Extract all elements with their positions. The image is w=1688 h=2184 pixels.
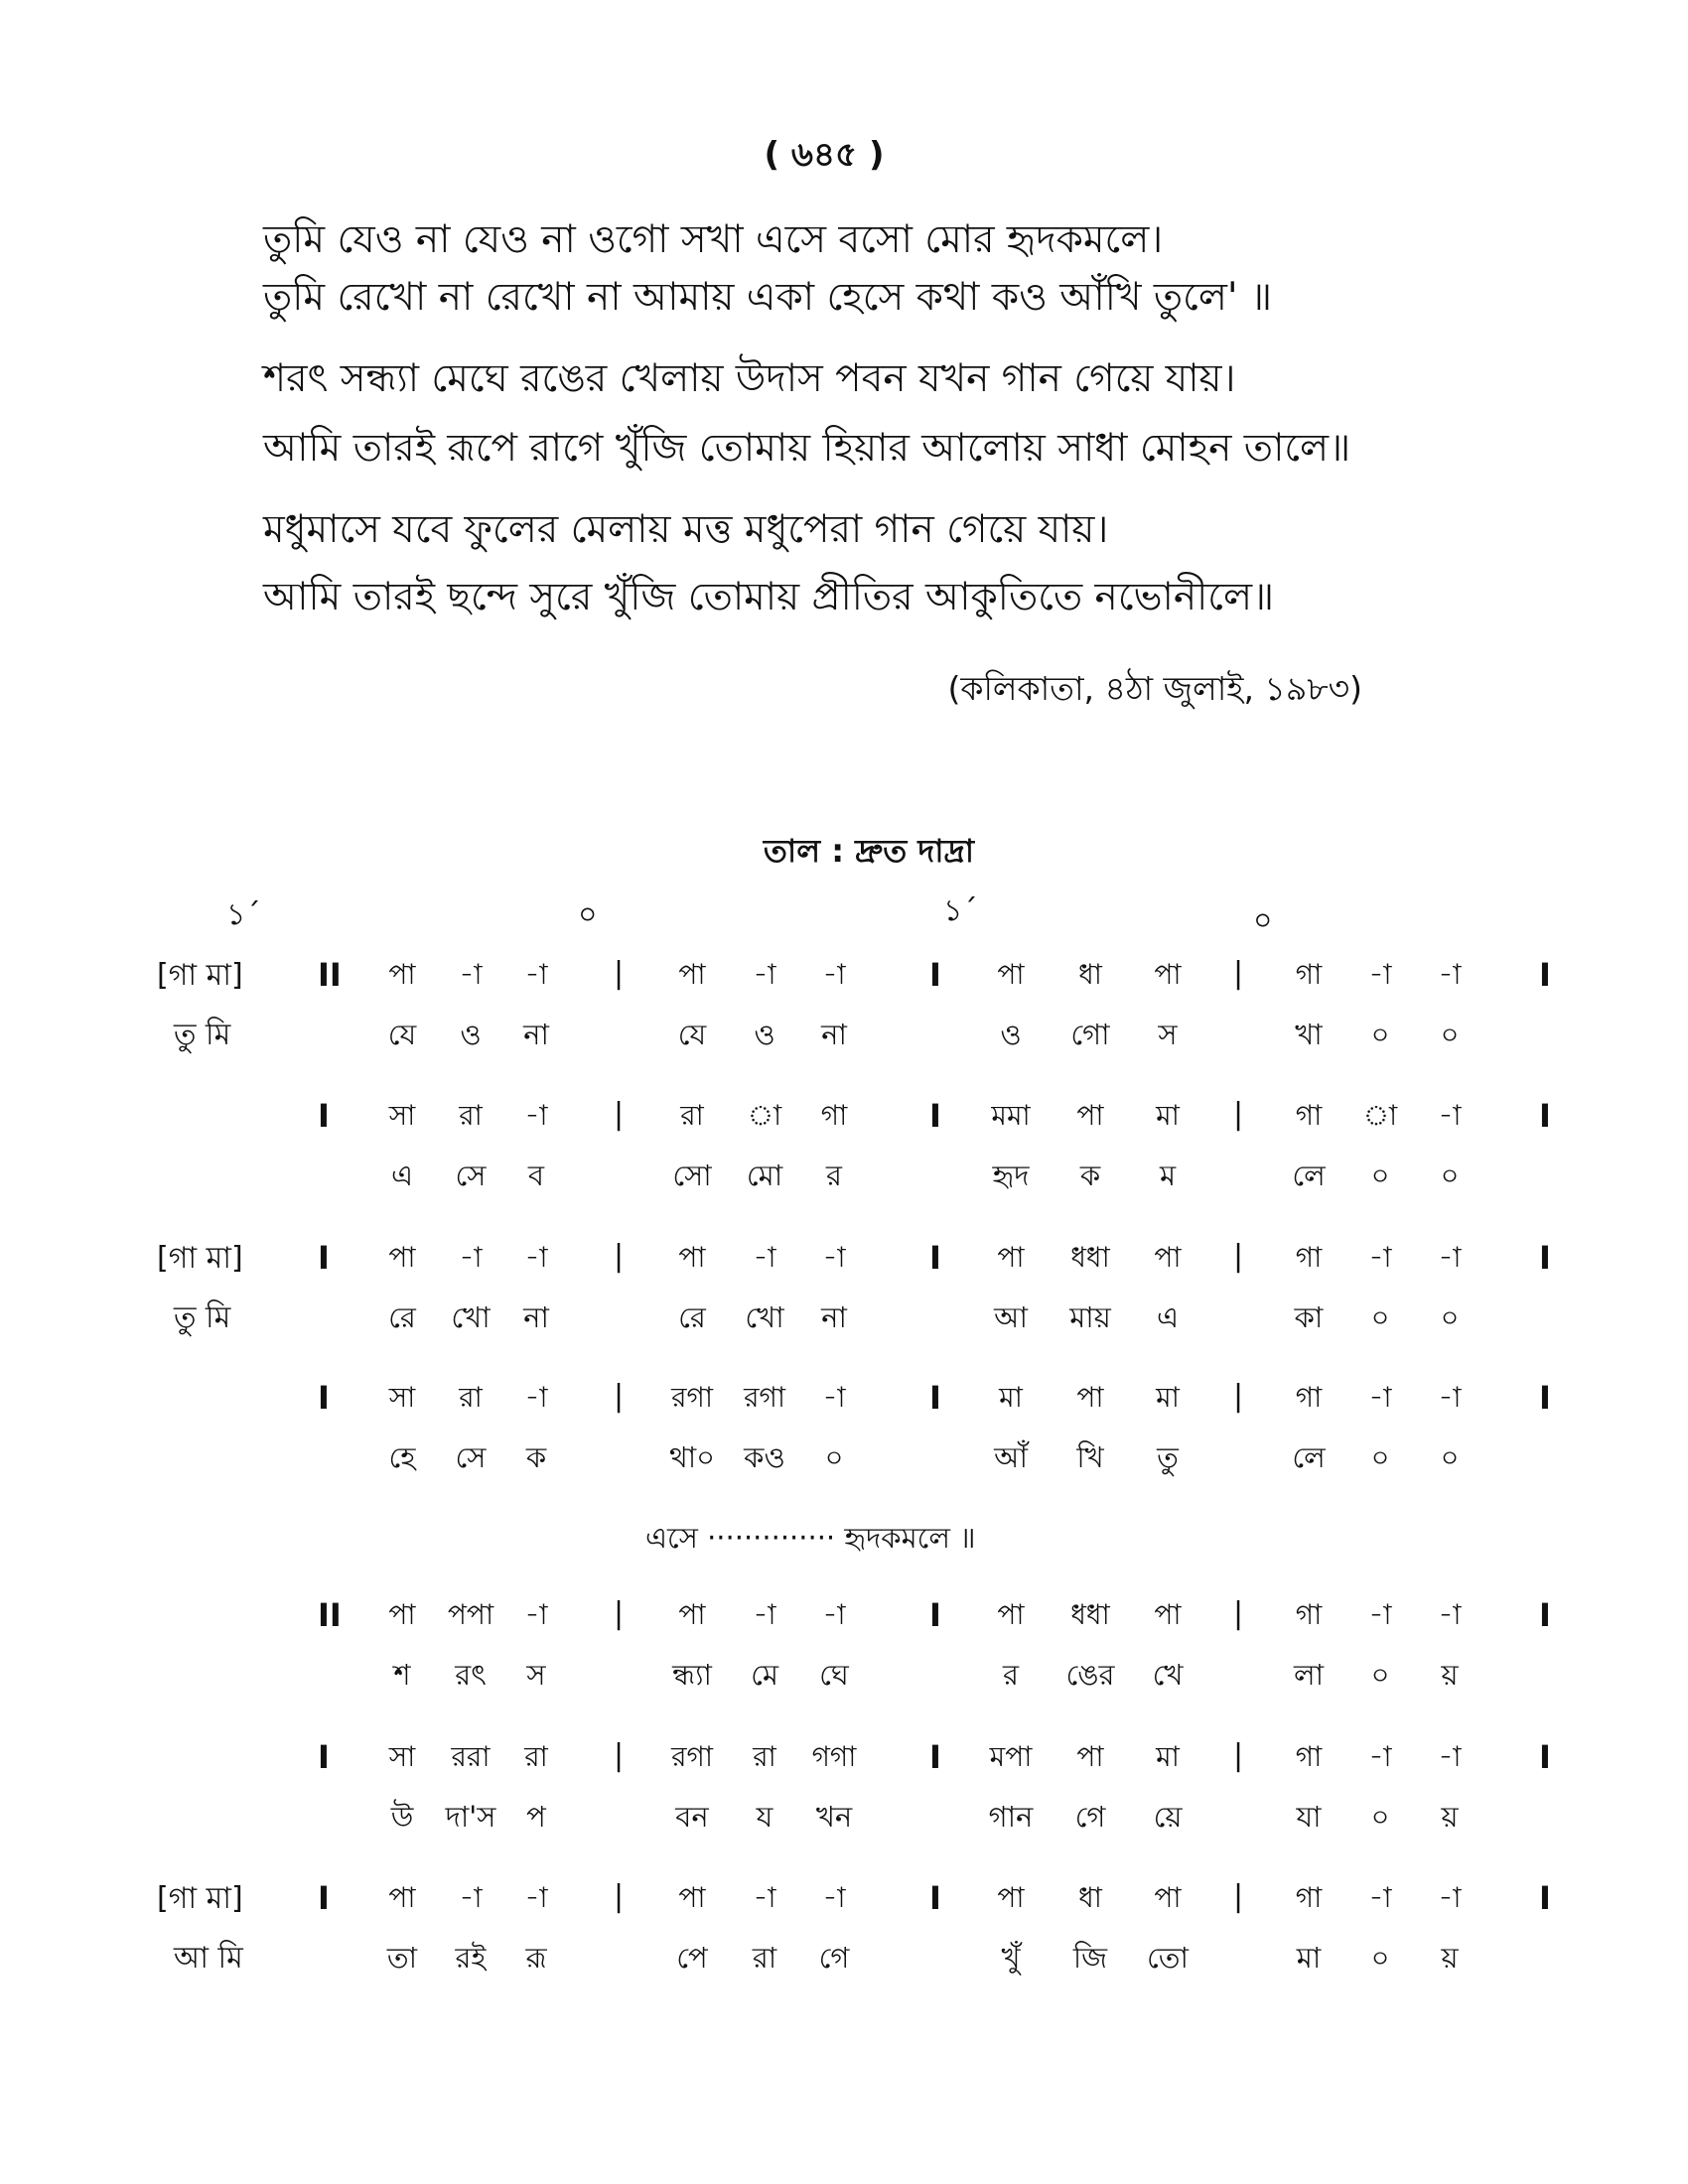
lyric-cell: ও (1000, 1018, 1022, 1051)
note-cell: -া (524, 1241, 548, 1274)
note-cell: -া (1438, 1241, 1462, 1274)
lyric-cell: ০ (1370, 1300, 1390, 1334)
note-cell: -া (822, 1598, 846, 1631)
lyric-cell: আ (994, 1300, 1028, 1334)
note-cell: পা (997, 1881, 1025, 1914)
lyric-cell: লে (1292, 1159, 1326, 1192)
note-cell: পা (678, 1241, 706, 1274)
beat-bar: | (614, 1379, 625, 1414)
note-cell: রা (459, 1381, 483, 1414)
verse-3-line-1: মধুমাসে যবে ফুলের মেলায় মত্ত মধুপেরা গান গেয়ে যায়। (263, 507, 1109, 552)
note-cell: মা (1156, 1740, 1180, 1773)
lyric-cell: ও (754, 1018, 775, 1051)
lyric-cell: হে (388, 1440, 416, 1474)
date-place: (কলিকাতা, ৪ঠা জুলাই, ১৯৮৩) (947, 669, 1362, 708)
row-end-bar: I (1539, 1379, 1551, 1417)
note-cell: -া (524, 1381, 548, 1414)
beat-bar: I (929, 1879, 941, 1917)
lyric-cell: না (821, 1300, 847, 1334)
lyric-cell: র (826, 1159, 842, 1192)
note-cell: -া (524, 1099, 548, 1132)
lyric-cell: স (1158, 1018, 1178, 1051)
lyric-cell: বন (675, 1800, 709, 1834)
beat-bar: | (614, 1879, 625, 1914)
lyric-cell: ০ (1370, 1800, 1390, 1834)
note-cell: পা (678, 958, 706, 991)
lyric-cell: দা'স (445, 1800, 496, 1834)
lyric-cell: ক (525, 1440, 547, 1474)
beat-bar: | (1233, 956, 1244, 991)
lyric-cell: ব (527, 1159, 545, 1192)
verse-2-line-1: শরৎ সন্ধ্যা মেঘে রঙের খেলায় উদাস পবন যখন গান গেয়ে যায়। (263, 356, 1236, 401)
note-cell: পা (1076, 1381, 1104, 1414)
lyric-cell: কও (744, 1440, 785, 1474)
note-cell: -া (1438, 1740, 1462, 1773)
note-cell: পা (1076, 1099, 1104, 1132)
note-cell: গা (1295, 1099, 1323, 1132)
lyric-cell: ও (460, 1018, 482, 1051)
note-cell: মা (1156, 1099, 1180, 1132)
note-cell: -া (1438, 1099, 1462, 1132)
lyric-cell: আঁ (994, 1440, 1028, 1474)
note-cell: মা (1156, 1381, 1180, 1414)
note-cell: সা (388, 1740, 416, 1773)
note-cell: পা (997, 958, 1025, 991)
beat-bar: | (614, 1596, 625, 1631)
lyric-cell: লা (1293, 1658, 1325, 1692)
verse-2-line-2: আমি তারই রূপে রাগে খুঁজি তোমায় হিয়ার আলোয় সাধা মোহন তালে॥ (263, 426, 1351, 471)
note-cell: পা (1154, 1598, 1182, 1631)
note-cell: মপা (989, 1740, 1033, 1773)
note-cell: পা (997, 1598, 1025, 1631)
lyric-cell: য়ে (1153, 1800, 1183, 1834)
lyric-cell: রূ (525, 1941, 547, 1975)
lyric-cell: শ (393, 1658, 411, 1692)
lyric-cell: তু (1157, 1440, 1179, 1474)
lyric-cell: র (1003, 1658, 1019, 1692)
lyric-cell: ন্ধ্যা (672, 1658, 712, 1692)
lyric-cell: কা (1294, 1300, 1324, 1334)
note-cell: -া (1368, 1740, 1392, 1773)
note-cell: -া (753, 1598, 776, 1631)
note-cell: -া (1368, 1598, 1392, 1631)
note-cell: গা (1295, 1881, 1323, 1914)
refrain-line: এসে ·············· হৃদকমলে ॥ (645, 1521, 976, 1555)
note-cell: -া (524, 1881, 548, 1914)
note-cell: গা (1295, 958, 1323, 991)
beat-bar: I (929, 956, 941, 994)
row-end-bar: I (1539, 1239, 1551, 1277)
lyric-cell: ০ (1440, 1018, 1460, 1051)
beat-bar: I (929, 1596, 941, 1634)
lyric-cell: ঙের (1065, 1658, 1115, 1692)
lyric-cell: ০ (1440, 1300, 1460, 1334)
row-start-bar: I (318, 1879, 330, 1917)
beat-bar: | (614, 1097, 625, 1132)
note-cell: পা (388, 1881, 416, 1914)
prefix-lyric: আ মি (174, 1941, 243, 1976)
lyric-cell: মো (746, 1159, 783, 1192)
beat-mark-3: ১´ (943, 893, 978, 928)
note-cell: া (747, 1099, 782, 1132)
note-cell: মা (999, 1381, 1023, 1414)
lyric-cell: তা (386, 1941, 418, 1975)
prefix-notes: [গা মা] (157, 958, 243, 993)
note-cell: পা (997, 1241, 1025, 1274)
note-cell: গা (1295, 1598, 1323, 1631)
note-cell: ধধা (1070, 1598, 1110, 1631)
note-cell: -া (1438, 958, 1462, 991)
beat-bar: | (614, 956, 625, 991)
row-start-bar: I (318, 1738, 330, 1776)
note-cell: -া (1368, 1881, 1392, 1914)
note-cell: পা (388, 1241, 416, 1274)
lyric-cell: গে (1074, 1800, 1106, 1834)
beat-bar: | (1233, 1596, 1244, 1631)
row-end-bar: I (1539, 956, 1551, 994)
lyric-cell: খা (1295, 1018, 1323, 1051)
note-cell: পা (678, 1881, 706, 1914)
note-cell: -া (459, 1241, 483, 1274)
lyric-cell: ০ (1370, 1658, 1390, 1692)
note-cell: -া (822, 1241, 846, 1274)
lyric-cell: য় (1441, 1941, 1459, 1975)
note-cell: -া (1368, 958, 1392, 991)
lyric-cell: সো (672, 1159, 712, 1192)
lyric-cell: রই (455, 1941, 487, 1975)
lyric-cell: সে (455, 1159, 487, 1192)
note-cell: -া (822, 1381, 846, 1414)
lyric-cell: খো (745, 1300, 784, 1334)
note-cell: -া (1438, 1881, 1462, 1914)
note-cell: গগা (811, 1740, 857, 1773)
note-cell: গা (1295, 1241, 1323, 1274)
lyric-cell: ০ (824, 1440, 844, 1474)
lyric-cell: এ (1156, 1300, 1180, 1334)
note-cell: -া (1368, 1241, 1392, 1274)
lyric-cell: রে (388, 1300, 416, 1334)
row-start-bar: II (318, 1596, 342, 1634)
prefix-lyric: তু মি (174, 1018, 231, 1052)
lyric-cell: মায় (1069, 1300, 1111, 1334)
lyric-cell: লে (1292, 1440, 1326, 1474)
lyric-cell: রৎ (455, 1658, 487, 1692)
note-cell: গা (1295, 1740, 1323, 1773)
lyric-cell: ০ (1370, 1440, 1390, 1474)
row-start-bar: II (318, 956, 342, 994)
lyric-cell: য (756, 1800, 774, 1834)
beat-bar: | (614, 1738, 625, 1773)
lyric-cell: খি (1076, 1440, 1104, 1474)
row-end-bar: I (1539, 1097, 1551, 1135)
note-cell: গা (820, 1099, 848, 1132)
note-cell: ধা (1078, 958, 1102, 991)
lyric-cell: য় (1441, 1658, 1459, 1692)
row-start-bar: I (318, 1097, 330, 1135)
row-end-bar: I (1539, 1738, 1551, 1776)
lyric-cell: য় (1441, 1800, 1459, 1834)
note-cell: পা (1154, 958, 1182, 991)
note-cell: -া (822, 958, 846, 991)
verse-3-line-2: আমি তারই ছন্দে সুরে খুঁজি তোমায় প্রীতির আকুতিতে নভোনীলে॥ (263, 575, 1275, 619)
lyric-cell: ০ (1440, 1159, 1460, 1192)
lyric-cell: ক (1079, 1159, 1101, 1192)
beat-mark-2: ০ (578, 897, 598, 932)
note-cell: -া (753, 1881, 776, 1914)
lyric-cell: খন (815, 1800, 853, 1834)
lyric-cell: গান (988, 1800, 1034, 1834)
beat-bar: I (929, 1738, 941, 1776)
note-cell: ধধা (1070, 1241, 1110, 1274)
note-cell: রগা (744, 1381, 785, 1414)
beat-bar: | (1233, 1379, 1244, 1414)
beat-bar: | (1233, 1879, 1244, 1914)
lyric-cell: খো (451, 1300, 491, 1334)
note-cell: -া (753, 958, 776, 991)
beat-mark-4: ০ (1253, 903, 1273, 938)
note-cell: -া (524, 1598, 548, 1631)
note-cell: রা (680, 1099, 704, 1132)
verse-1-line-1: তুমি যেও না যেও না ওগো সখা এসে বসো মোর হৃদকমলে। (263, 217, 1164, 262)
lyric-cell: মে (751, 1658, 778, 1692)
note-cell: -া (1438, 1598, 1462, 1631)
note-cell: পা (388, 958, 416, 991)
lyric-cell: ০ (1370, 1941, 1390, 1975)
lyric-cell: রে (678, 1300, 706, 1334)
note-cell: রগা (671, 1740, 713, 1773)
note-cell: ররা (451, 1740, 491, 1773)
lyric-cell: সে (455, 1440, 487, 1474)
beat-bar: | (1233, 1239, 1244, 1274)
lyric-cell: যে (387, 1018, 417, 1051)
beat-bar: I (929, 1097, 941, 1135)
note-cell: -া (459, 1881, 483, 1914)
tala-heading: তাল : দ্রুত দাদ্রা (763, 832, 975, 870)
lyric-cell: স (526, 1658, 546, 1692)
lyric-cell: হৃদ (992, 1159, 1030, 1192)
beat-bar: | (614, 1239, 625, 1274)
lyric-cell: ০ (1440, 1440, 1460, 1474)
note-cell: সা (388, 1099, 416, 1132)
verse-1-line-2: তুমি রেখো না রেখো না আমায় একা হেসে কথা কও আঁখি তুলে' ॥ (263, 275, 1273, 320)
lyric-cell: প (526, 1800, 546, 1834)
lyric-cell: উ (390, 1800, 414, 1834)
note-cell: গা (1295, 1381, 1323, 1414)
note-cell: পা (1076, 1740, 1104, 1773)
note-cell: রগা (671, 1381, 713, 1414)
lyric-cell: যা (1296, 1800, 1322, 1834)
lyric-cell: রা (752, 1941, 777, 1975)
beat-bar: I (929, 1379, 941, 1417)
note-cell: রা (459, 1099, 483, 1132)
note-cell: -া (753, 1241, 776, 1274)
lyric-cell: ০ (1370, 1018, 1390, 1051)
lyric-cell: পে (676, 1941, 708, 1975)
note-cell: -া (524, 958, 548, 991)
note-cell: পা (1154, 1241, 1182, 1274)
note-cell: পা (678, 1598, 706, 1631)
row-start-bar: I (318, 1239, 330, 1277)
lyric-cell: যে (677, 1018, 707, 1051)
lyric-cell: না (523, 1300, 549, 1334)
lyric-cell: গো (1070, 1018, 1110, 1051)
lyric-cell: থা০ (668, 1440, 716, 1474)
prefix-lyric: তু মি (174, 1300, 231, 1335)
beat-bar: | (1233, 1738, 1244, 1773)
note-cell: া (1362, 1099, 1398, 1132)
note-cell: পা (1154, 1881, 1182, 1914)
lyric-cell: খে (1152, 1658, 1184, 1692)
lyric-cell: খুঁ (1001, 1941, 1021, 1975)
row-end-bar: I (1539, 1596, 1551, 1634)
page-number: ( ৬৪৫ ) (764, 135, 885, 175)
lyric-cell: তো (1147, 1941, 1189, 1975)
note-cell: -া (1438, 1381, 1462, 1414)
note-cell: মমা (991, 1099, 1031, 1132)
note-cell: সা (388, 1381, 416, 1414)
lyric-cell: এ (390, 1159, 414, 1192)
note-cell: রা (524, 1740, 548, 1773)
note-cell: -া (459, 958, 483, 991)
note-cell: -া (1368, 1381, 1392, 1414)
row-start-bar: I (318, 1379, 330, 1417)
lyric-cell: মা (1296, 1941, 1322, 1975)
lyric-cell: ম (1159, 1159, 1177, 1192)
lyric-cell: ০ (1370, 1159, 1390, 1192)
prefix-notes: [গা মা] (157, 1881, 243, 1916)
note-cell: ধা (1078, 1881, 1102, 1914)
lyric-cell: না (523, 1018, 549, 1051)
note-cell: পা (388, 1598, 416, 1631)
beat-bar: I (929, 1239, 941, 1277)
note-cell: -া (822, 1881, 846, 1914)
beat-mark-1: ১´ (226, 897, 261, 932)
row-end-bar: I (1539, 1879, 1551, 1917)
beat-bar: | (1233, 1097, 1244, 1132)
note-cell: পপা (447, 1598, 494, 1631)
lyric-cell: না (821, 1018, 847, 1051)
note-cell: রা (753, 1740, 776, 1773)
prefix-notes: [গা মা] (157, 1241, 243, 1276)
lyric-cell: গে (818, 1941, 850, 1975)
lyric-cell: ঘে (819, 1658, 849, 1692)
lyric-cell: জি (1072, 1941, 1108, 1975)
